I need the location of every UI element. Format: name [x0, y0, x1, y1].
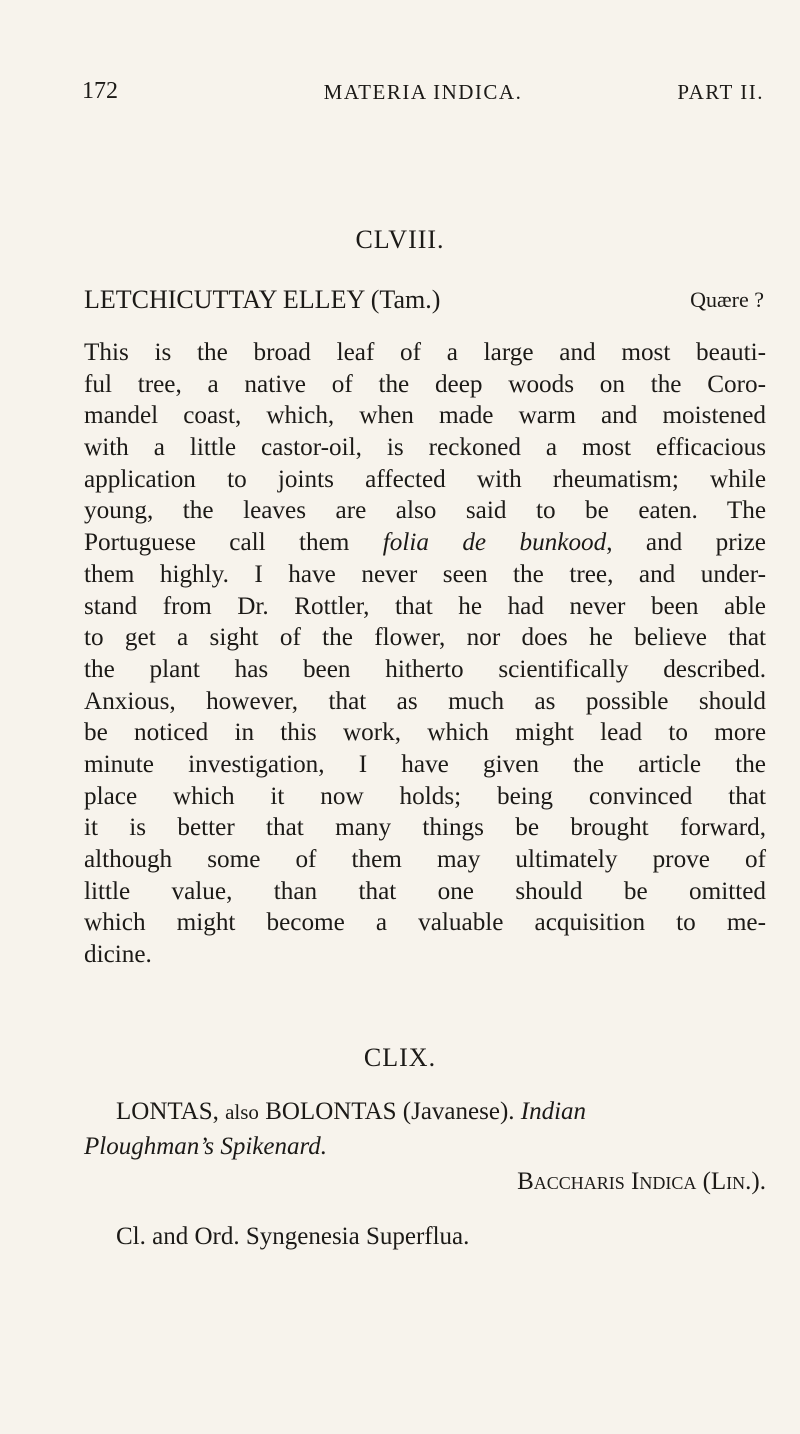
body-line: which might become a valuable acquisition to me- — [84, 909, 766, 937]
body-line: be noticed in this work, which might lead to more — [84, 719, 766, 747]
body-line: dicine. — [84, 941, 152, 969]
entry-number-clviii: CLVIII. — [355, 225, 445, 254]
binomial-name: Baccharis Indica (Lin.). — [517, 1168, 766, 1195]
entry-name: LETCHICUTTAY ELLEY (Tam.) — [84, 285, 441, 314]
entry-query: Quære ? — [690, 287, 764, 312]
english-name-part1: Indian — [520, 1098, 587, 1125]
page-number: 172 — [82, 78, 118, 104]
body-line: with a little castor-oil, is reckoned a most efficacious — [84, 434, 766, 462]
body-line: it is better that many things be brought forward, — [84, 814, 766, 842]
italic-phrase: folia de bunkood — [382, 529, 607, 557]
body-line: to get a sight of the flower, nor does he believe that — [84, 624, 766, 652]
body-line: This is the broad leaf of a large and most beauti- — [84, 339, 766, 366]
body-line: them highly. I have never seen the tree, and under- — [84, 560, 766, 588]
classification: Cl. and Ord. Syngenesia Superflua. — [116, 1223, 470, 1250]
entry-heading-letchicuttay — [84, 285, 764, 315]
body-line: application to joints affected with rheumatism; while — [84, 465, 766, 493]
entry-common-name — [116, 1098, 586, 1126]
name-bolontas: BOLONTAS (Javanese). — [265, 1098, 515, 1125]
running-head — [82, 78, 764, 110]
body-line: minute investigation, I have given the article the — [84, 750, 766, 778]
body-line: young, the leaves are also said to be eaten. The — [84, 497, 766, 525]
body-line: although some of them may ultimately prove of — [84, 846, 766, 873]
body-line: stand from Dr. Rottler, that he had never been able — [84, 592, 766, 620]
body-line: Portuguese call them folia de bunkood, and prize — [84, 529, 766, 557]
body-line: Anxious, however, that as much as possible should — [84, 687, 766, 715]
body-line: ful tree, a native of the deep woods on the Coro- — [84, 370, 766, 398]
body-line: mandel coast, which, when made warm and moistened — [84, 402, 766, 430]
part-label: PART II. — [677, 80, 764, 104]
entry-number-clix: CLIX. — [363, 1043, 437, 1072]
body-line: little value, than that one should be omitted — [84, 877, 766, 905]
body-line: the plant has been hitherto scientifically described. — [84, 655, 766, 683]
running-title: MATERIA INDICA. — [323, 80, 523, 104]
english-name-part2: Ploughman’s Spikenard. — [84, 1133, 328, 1160]
name-also: also — [225, 1100, 259, 1124]
name-lontas: LONTAS, — [116, 1098, 219, 1125]
entry-body-text — [84, 337, 766, 971]
body-line: place which it now holds; being convinced that — [84, 782, 766, 810]
